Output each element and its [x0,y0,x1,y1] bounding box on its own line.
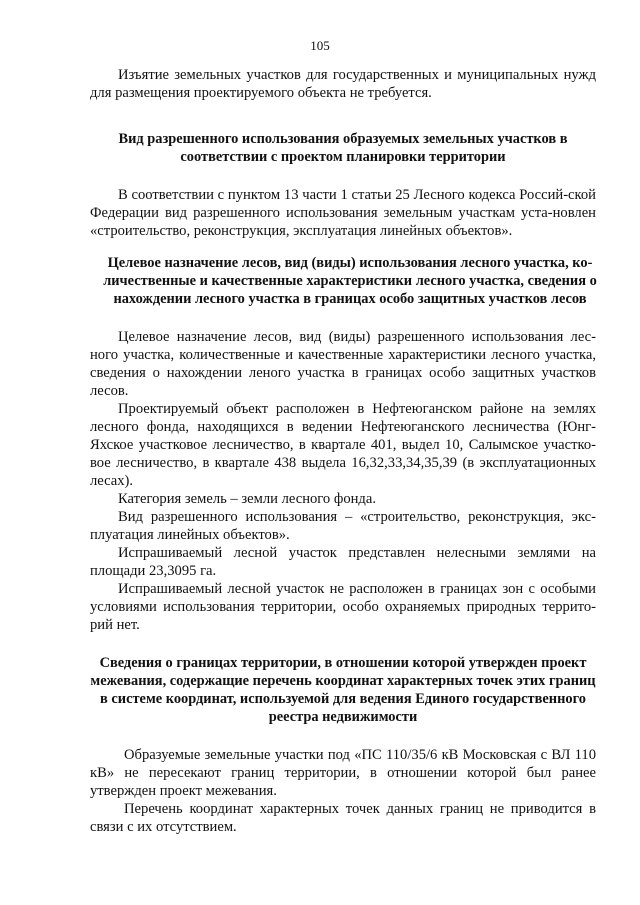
page-number: 105 [310,38,330,53]
forest-paragraph-4: Вид разрешенного использования – «строительство, реконструкция, экс-плуатация линейных объектов». [90,509,596,543]
forest-heading: Целевое назначение лесов, вид (виды) использования лесного участка, ко-личественные и качественные характеристики лесного участка, сведения о нахождении лесного участка в границах особо защитных участков лесов [103,255,597,307]
forest-paragraph-2: Проектируемый объект расположен в Нефтеюганском районе на землях лесного фонда, находящихся в ведении Нефтеюганского лесничества (Юнг-Яхское участковое лесничество, в квартале 401, выдел 10, Салымское участко-вое лесничество, в квартале 438 выдела 16,32,33,34,35,39 (в эксплуатационных лесах). [90,401,596,489]
permitted-use-heading: Вид разрешенного использования образуемых земельных участков в соответствии с проектом планировки территории [118,131,568,165]
forest-paragraph-1: Целевое назначение лесов, вид (виды) разрешенного использования лес-ного участка, количественные и качественные характеристики лесного участка, сведения о нахождении леного участка в границах особо защитных участков лесов. [90,329,596,399]
forest-paragraph-6: Испрашиваемый лесной участок не расположен в границах зон с особыми условиями использования территории, особо охраняемых природных террито-рий нет. [90,581,596,633]
page-content [90,66,596,836]
permitted-use-paragraph: В соответствии с пунктом 13 части 1 статьи 25 Лесного кодекса Россий-ской Федерации вид разрешенного использования земельным участкам уста-новлен «строительство, реконструкция, эксплуатация линейных объектов». [90,187,596,239]
forest-paragraph-3: Категория земель – земли лесного фонда. [118,491,376,507]
boundaries-heading: Сведения о границах территории, в отношении которой утвержден проект межевания, содержащие перечень координат характерных точек этих границ в системе координат, используемой для ведения Единого государственного реестра недвижимости [90,655,596,725]
boundaries-paragraph-1: Образуемые земельные участки под «ПС 110/35/6 кВ Московская с ВЛ 110 кВ» не пересекают границ территории, в отношении которой был ранее утвержден проект межевания. [90,747,596,799]
forest-paragraph-5: Испрашиваемый лесной участок представлен нелесными землями на площади 23,3095 га. [90,545,596,579]
boundaries-paragraph-2: Перечень координат характерных точек данных границ не приводится в связи с их отсутствием. [90,801,596,835]
intro-paragraph: Изъятие земельных участков для государственных и муниципальных нужд для размещения проектируемого объекта не требуется. [90,67,596,101]
